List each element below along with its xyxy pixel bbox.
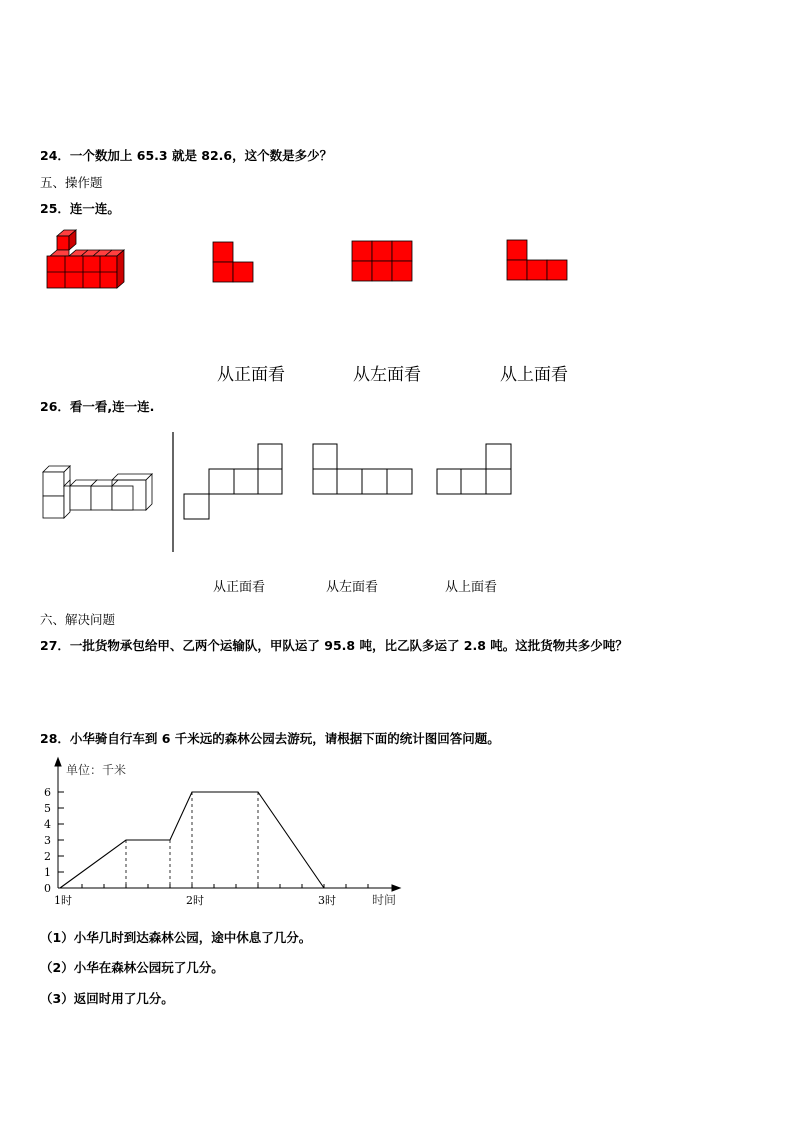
- y-axis-arrow: [55, 758, 61, 766]
- q28-subquestion-1: （1）小华几时到达森林公园，途中休息了几分。: [40, 930, 312, 945]
- x-tick-label-1: 1时: [54, 894, 72, 907]
- q26-view-shape-a: [183, 443, 285, 521]
- question-27: 27．一批货物承包给甲、乙两个运输队，甲队运了 95.8 吨，比乙队多运了 2.8 吨。这批货物共多少吨？: [40, 638, 628, 653]
- question-24: 24．一个数加上 65.3 就是 82.6，这个数是多少？: [40, 148, 333, 163]
- y-tick-label-2: 2: [44, 850, 51, 863]
- distance-time-chart: [36, 758, 406, 910]
- q25-view-shape-c: [507, 240, 569, 282]
- q26-divider-line: [172, 432, 174, 552]
- y-tick-label-0: 0: [44, 882, 51, 895]
- y-tick-label-3: 3: [44, 834, 51, 847]
- question-28: 28．小华骑自行车到 6 千米远的森林公园去游玩，请根据下面的统计图回答问题。: [40, 731, 500, 746]
- y-tick-label-1: 1: [44, 866, 51, 879]
- y-tick-label-6: 6: [44, 786, 51, 799]
- x-tick-label-2: 2时: [186, 894, 204, 907]
- q26-view-shape-b: [312, 443, 414, 496]
- q25-cube-stack-figure: [44, 228, 126, 290]
- q26-view-label-front: 从正面看: [213, 580, 266, 595]
- q25-view-label-left: 从左面看: [353, 365, 421, 385]
- x-axis-label: 时间: [372, 893, 397, 907]
- q26-cube-figure: [42, 464, 154, 520]
- q26-view-label-left: 从左面看: [326, 580, 379, 595]
- q26-view-label-top: 从上面看: [445, 580, 498, 595]
- y-tick-label-4: 4: [44, 818, 51, 831]
- question-26: 26．看一看,连一连.: [40, 399, 155, 414]
- q28-subquestion-2: （2）小华在森林公园玩了几分。: [40, 960, 224, 975]
- section-6-title: 六、解决问题: [40, 612, 116, 627]
- q25-view-shape-b: [352, 241, 414, 283]
- x-axis-arrow: [392, 885, 400, 891]
- question-25: 25．连一连。: [40, 201, 120, 216]
- q25-view-label-top: 从上面看: [500, 365, 568, 385]
- section-5-title: 五、操作题: [40, 175, 103, 190]
- y-tick-label-5: 5: [44, 802, 51, 815]
- q28-subquestion-3: （3）返回时用了几分。: [40, 991, 174, 1006]
- x-tick-label-3: 3时: [318, 894, 336, 907]
- q25-view-shape-a: [213, 242, 255, 284]
- q25-view-label-front: 从正面看: [217, 365, 285, 385]
- q26-view-shape-c: [436, 443, 514, 496]
- y-axis-label: 单位：千米: [66, 763, 127, 777]
